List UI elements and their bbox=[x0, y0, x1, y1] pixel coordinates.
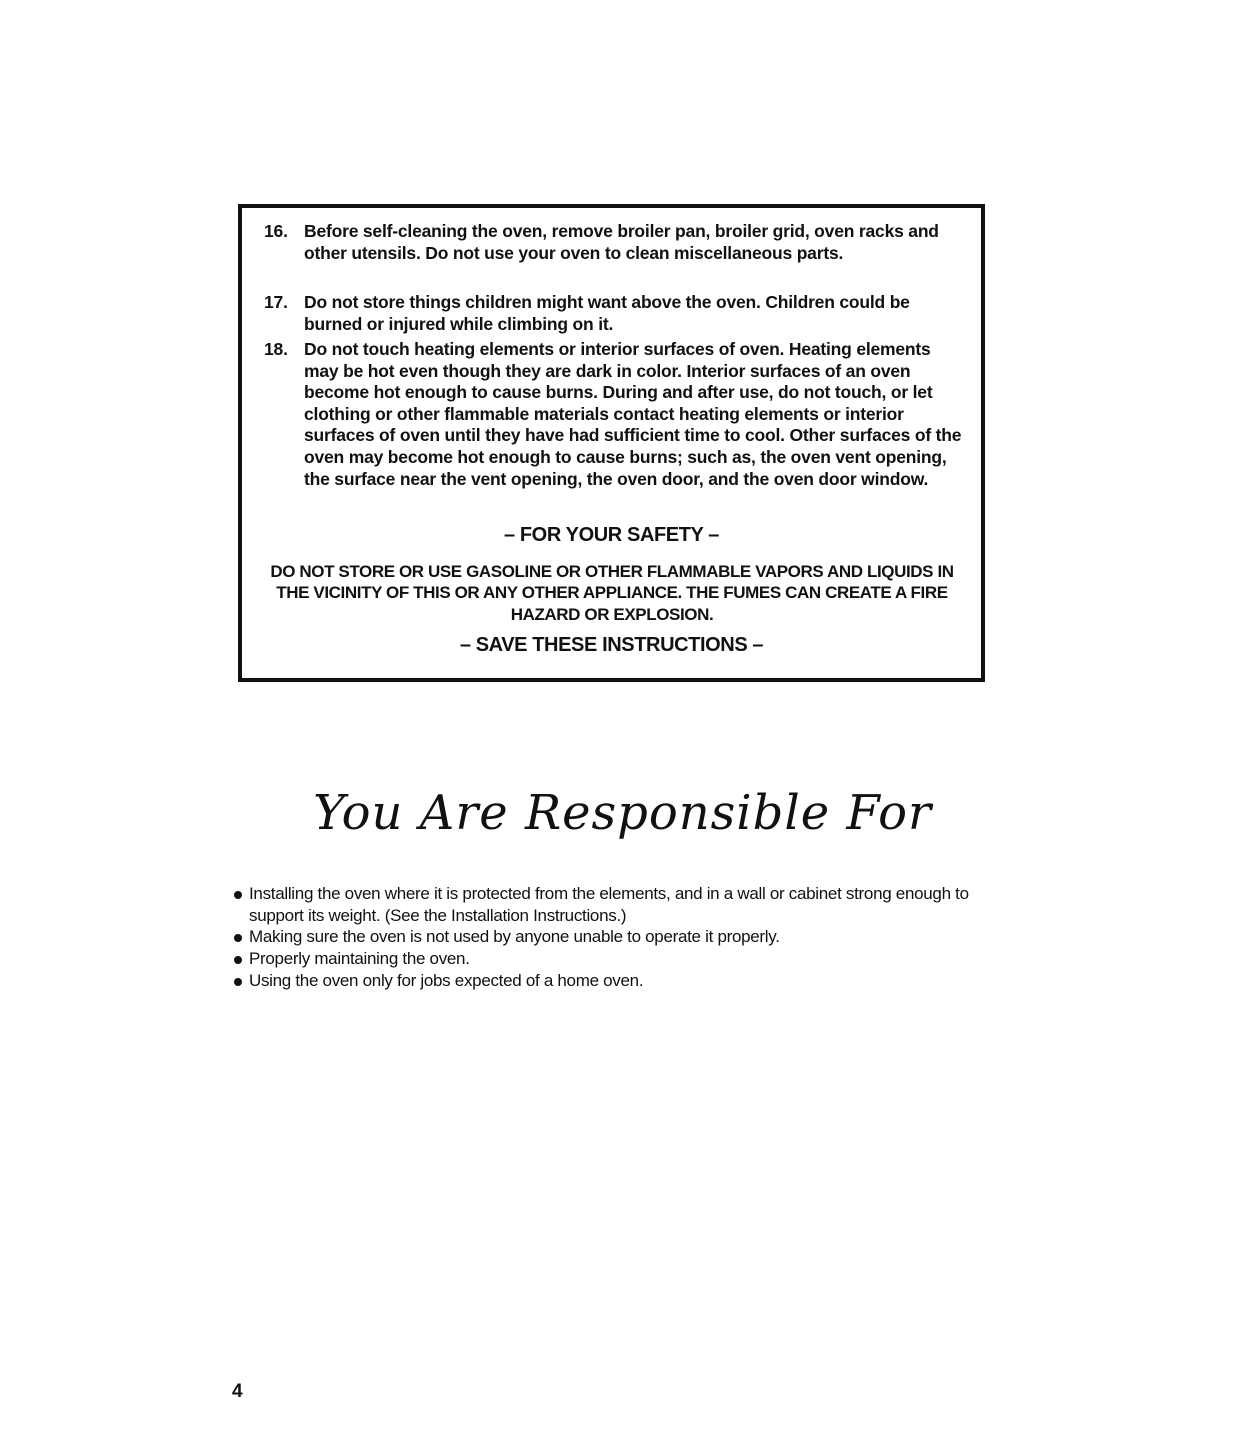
item-number: 17. bbox=[264, 292, 288, 312]
responsibilities-list bbox=[234, 883, 974, 992]
flammable-vapors-warning: DO NOT STORE OR USE GASOLINE OR OTHER FLAMMABLE VAPORS AND LIQUIDS IN THE VICINITY OF THIS OR ANY OTHER APPLIANCE. THE FUMES CAN CREATE A FIRE HAZARD OR EXPLOSION. bbox=[270, 562, 954, 624]
safety-item-16 bbox=[264, 221, 964, 264]
list-item-text: Installing the oven where it is protected from the elements, and in a wall or cabinet strong enough to support its weight. (See the Installation Instructions.) bbox=[249, 884, 969, 925]
item-number: 18. bbox=[264, 339, 288, 359]
list-item-text: Properly maintaining the oven. bbox=[249, 949, 470, 969]
item-number: 16. bbox=[264, 221, 288, 241]
list-item bbox=[234, 926, 974, 948]
save-instructions-heading: – SAVE THESE INSTRUCTIONS – bbox=[459, 634, 764, 656]
safety-instructions-box bbox=[238, 204, 985, 682]
bullet-icon bbox=[234, 934, 242, 942]
item-text: Do not store things children might want above the oven. Children could be burned or injured while climbing on it. bbox=[304, 292, 910, 334]
safety-item-17 bbox=[264, 292, 964, 335]
list-item bbox=[234, 948, 974, 970]
list-item-text: Making sure the oven is not used by anyone unable to operate it properly. bbox=[249, 927, 780, 947]
for-your-safety-heading: – FOR YOUR SAFETY – bbox=[503, 524, 720, 546]
safety-item-18 bbox=[264, 339, 964, 490]
page-number: 4 bbox=[232, 1381, 243, 1402]
list-item bbox=[234, 883, 974, 926]
bullet-icon bbox=[234, 956, 242, 964]
bullet-icon bbox=[234, 978, 242, 986]
list-item-text: Using the oven only for jobs expected of a home oven. bbox=[249, 970, 644, 990]
item-text: Before self-cleaning the oven, remove broiler pan, broiler grid, oven racks and other utensils. Do not use your oven to clean miscellaneous parts. bbox=[304, 221, 939, 263]
list-item bbox=[234, 970, 974, 992]
item-text: Do not touch heating elements or interior surfaces of oven. Heating elements may be hot even though they are dark in color. Interior surfaces of an oven become hot enough to cause burns. During and after use, do not touch, or let clothing or other flammable materials contact heating elements or interior surfaces of oven until they have had sufficient time to cool. Other surfaces of the oven may become hot enough to cause burns; such as, the oven vent opening, the surface near the vent opening, the oven door, and the oven door window. bbox=[304, 339, 962, 489]
bullet-icon bbox=[234, 891, 242, 899]
responsibilities-title: You Are Responsible For bbox=[313, 785, 932, 841]
